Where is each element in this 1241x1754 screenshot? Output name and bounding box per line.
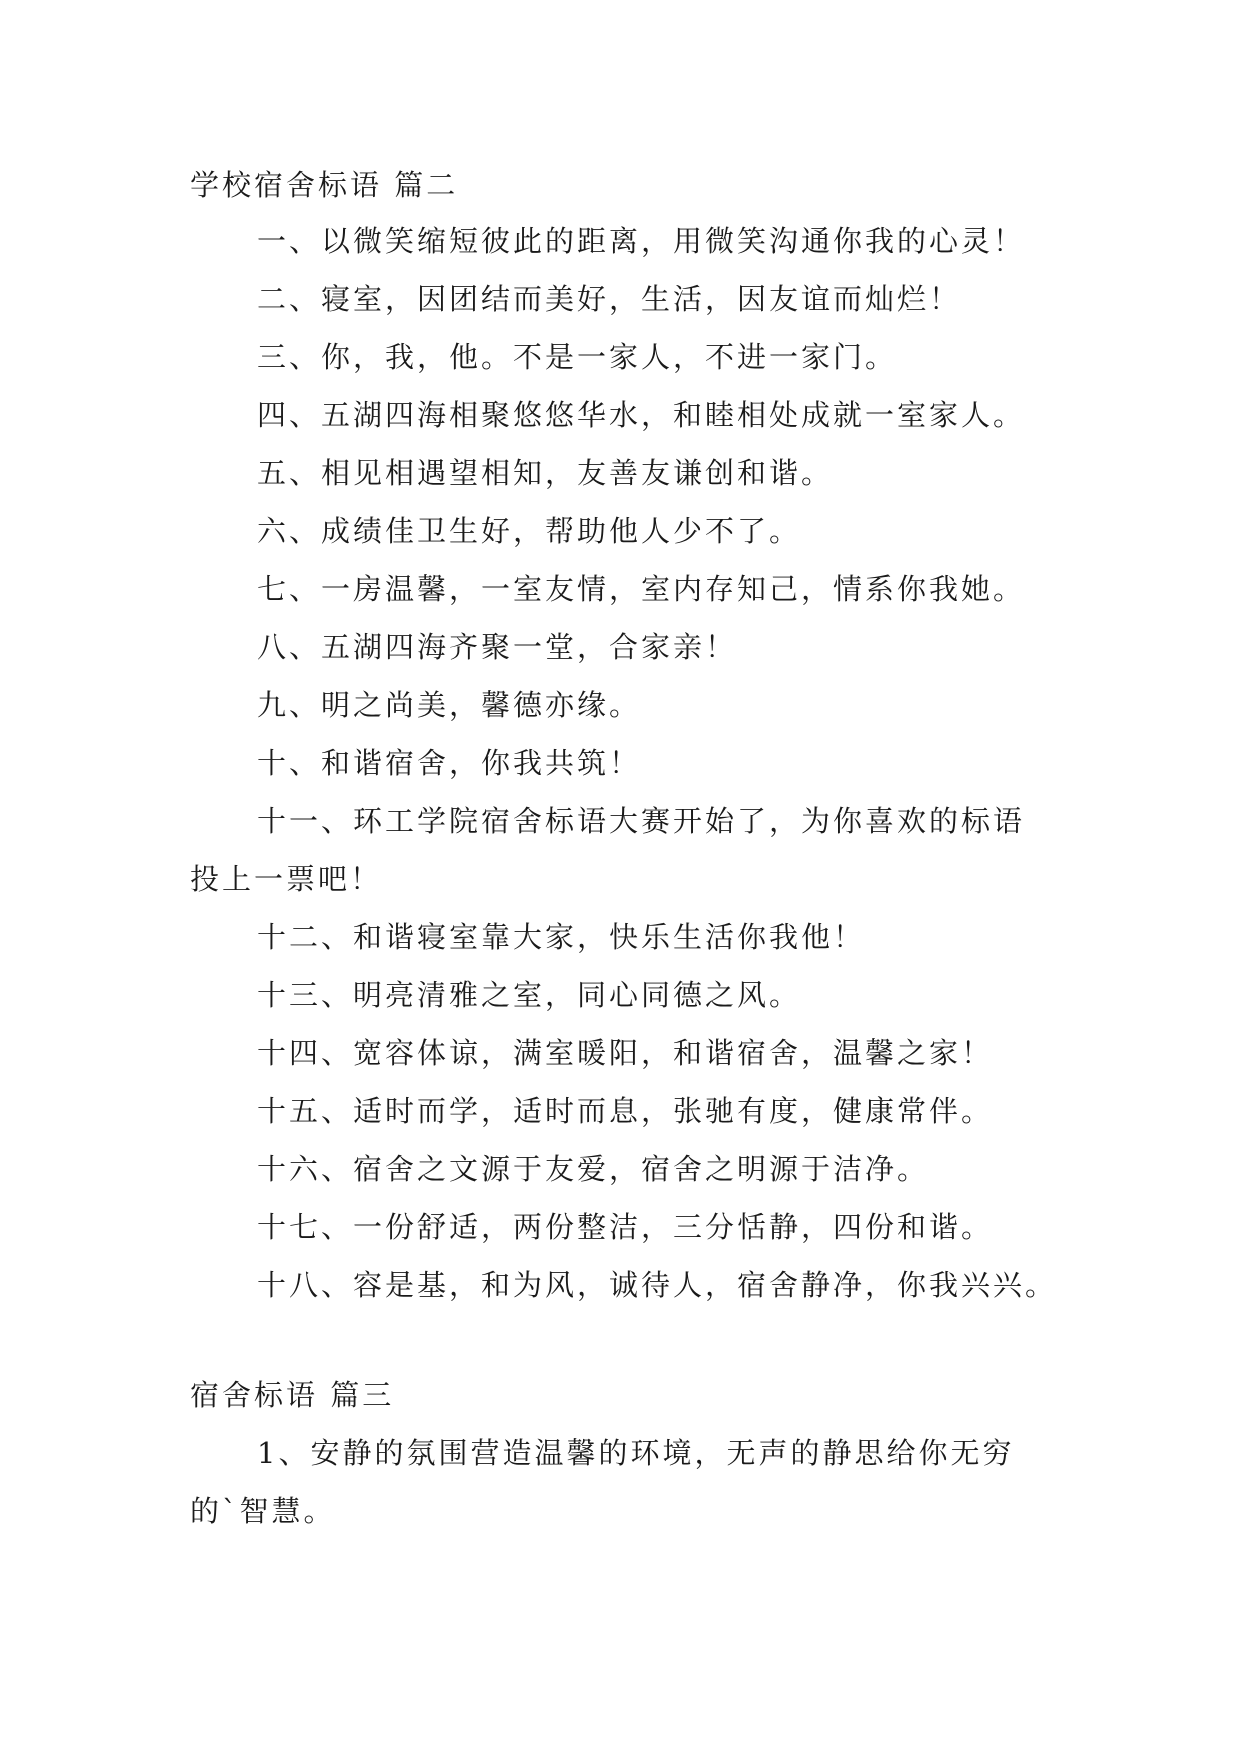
- slogan-12: 十二、和谐寝室靠大家，快乐生活你我他！: [257, 920, 866, 954]
- slogan-16: 十六、宿舍之文源于友爱，宿舍之明源于洁净。: [257, 1152, 930, 1186]
- slogan-11-continued: 投上一票吧！: [190, 862, 383, 896]
- slogan-14: 十四、宽容体谅，满室暖阳，和谐宿舍，温馨之家！: [257, 1036, 994, 1070]
- slogan-8: 八、五湖四海齐聚一堂，合家亲！: [257, 630, 738, 664]
- slogan-5: 五、相见相遇望相知，友善友谦创和谐。: [257, 456, 834, 490]
- section-3-slogan-1: 1、安静的氛围营造温馨的环境，无声的静思给你无穷: [257, 1436, 1015, 1470]
- slogan-11: 十一、环工学院宿舍标语大赛开始了，为你喜欢的标语: [257, 804, 1026, 838]
- slogan-17: 十七、一份舒适，两份整洁，三分恬静，四份和谐。: [257, 1210, 994, 1244]
- slogan-3: 三、你，我，他。不是一家人，不进一家门。: [257, 340, 898, 374]
- slogan-18: 十八、容是基，和为风，诚待人，宿舍静净，你我兴兴。: [257, 1268, 1058, 1302]
- slogan-1: 一、以微笑缩短彼此的距离，用微笑沟通你我的心灵！: [257, 224, 1026, 258]
- slogan-10: 十、和谐宿舍，你我共筑！: [257, 746, 642, 780]
- slogan-7: 七、一房温馨，一室友情，室内存知己，情系你我她。: [257, 572, 1026, 606]
- slogan-4: 四、五湖四海相聚悠悠华水，和睦相处成就一室家人。: [257, 398, 1026, 432]
- section-3-title: 宿舍标语 篇三: [190, 1378, 395, 1412]
- slogan-6: 六、成绩佳卫生好，帮助他人少不了。: [257, 514, 802, 548]
- slogan-15: 十五、适时而学，适时而息，张驰有度，健康常伴。: [257, 1094, 994, 1128]
- slogan-9: 九、明之尚美，馨德亦缘。: [257, 688, 642, 722]
- section-2-title: 学校宿舍标语 篇二: [190, 168, 459, 202]
- slogan-2: 二、寝室，因团结而美好，生活，因友谊而灿烂！: [257, 282, 962, 316]
- slogan-13: 十三、明亮清雅之室，同心同德之风。: [257, 978, 802, 1012]
- section-3-slogan-1-continued: 的`智慧。: [190, 1494, 336, 1528]
